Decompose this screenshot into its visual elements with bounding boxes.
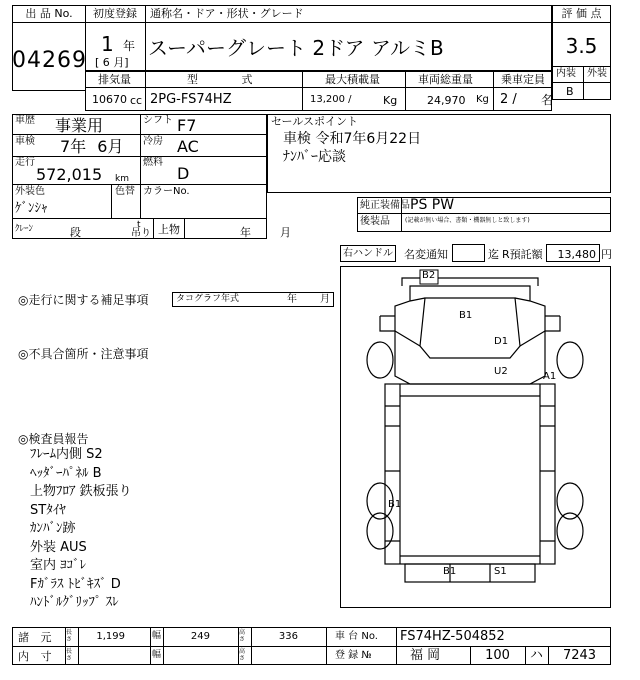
crane-t: t [137,220,141,230]
mileage-label: 走行 [15,157,35,168]
mark-a1: A1 [543,371,557,382]
recycle-label: R預託額 [502,248,543,261]
ac-value: AC [177,137,199,156]
len-label-2: 長さ [66,648,73,662]
crane-tsuri: 吊り [131,228,151,239]
genuine-value: PS PW [410,197,455,213]
driving-title: ◎走行に関する補足事項 [18,293,149,307]
reg-number: 7243 [562,648,597,663]
chassis-label: 車 台 No. [335,631,378,642]
len-label: 長さ [66,629,73,643]
exterior-label: 外装 [587,68,607,79]
history-label: 車歴 [15,115,35,126]
report-title: ◎検査員報告 [18,432,89,446]
height-label: 高さ [239,629,246,643]
width-value: 249 [190,631,210,642]
refund-label: 迄 [488,248,499,261]
tacho-year: 年 [287,294,297,305]
km-unit: km [115,174,129,184]
sales-label: セールスポイント [271,115,359,128]
chassis-value: FS74HZ-504852 [400,629,505,644]
first-reg-label: 初度登録 [93,7,137,20]
disp-label: 排気量 [98,73,131,86]
report-line: ﾍｯﾀﾞｰﾊﾟﾈﾙ B [30,465,102,481]
color-value: ｹﾞﾝｼｬ [15,201,48,216]
report-line: ﾌﾚｰﾑ内側 S2 [30,447,103,462]
mark-d1: D1 [494,336,509,347]
interior-label: 内装 [556,68,576,79]
lot-number: 04269 [12,48,87,73]
inspection-value: 7年 6月 [60,137,124,156]
upper-month: 月 [280,226,291,239]
reg-label: 登 録 № [335,650,372,661]
history-value: 事業用 [55,116,104,135]
mark-b1-side: B1 [388,499,402,510]
report-line: ﾊﾝﾄﾞﾙｸﾞﾘｯﾌﾟ ｽﾚ [30,595,119,610]
lot-label: 出 品 No. [25,7,73,20]
gross-label: 車両総重量 [418,73,473,86]
first-reg-month: [ 6 月] [95,56,129,69]
gross-unit: Kg [476,94,489,105]
reg-kana: ハ [529,648,543,663]
crane-dan: 段 [70,226,81,239]
tacho-label: タコグラフ年式 [176,294,240,304]
cc-unit: cc [130,94,143,107]
width-label: 幅 [152,631,162,641]
mark-u2: U2 [494,366,508,377]
model-label: 型 式 [187,73,253,86]
report-line: 室内 ﾖｺﾞﾚ [30,558,87,573]
name-change-box [452,244,485,262]
inner-label: 内 寸 [18,650,56,663]
shift-label: シフト [143,115,173,126]
sales-line1: 車検 令和7年6月22日 [283,131,422,147]
mileage-value: 572,015 [36,165,103,184]
report-line: 外装 AUS [30,539,87,555]
height-label-2: 高さ [239,648,246,662]
grade-value: 3.5 [565,34,598,58]
mark-s1: S1 [494,566,507,577]
reg-class: 100 [485,648,510,663]
inspection-label: 車検 [15,136,35,147]
defect-title: ◎不具合箇所・注意事項 [18,347,149,361]
report-line: Fｶﾞﾗｽ ﾄﾋﾞｷｽﾞ D [30,576,121,592]
displacement: 10670 [92,93,127,106]
tacho-month: 月 [320,294,330,305]
shift-value: F7 [177,116,197,135]
report-line: STﾀｲﾔ [30,502,66,518]
report-line: ｶﾝﾊﾞﾝ跡 [30,521,76,536]
fuel-value: D [177,164,190,183]
max-load: 13,200 / [310,94,352,105]
capacity-unit: 名 [541,93,554,107]
rhd-label: 右ハンドル [343,248,393,259]
vehicle-name: スーパーグレート 2ドア アルミB [148,36,444,60]
upper-year: 年 [240,226,251,239]
yen-unit: 円 [601,248,612,261]
upper-label: 上物 [158,223,180,236]
mark-b1-cab: B1 [459,310,473,321]
spec-label: 諸 元 [18,631,56,644]
colorno-label2: カラーNo. [143,186,190,197]
color-label: 外装色 [15,186,45,197]
load-label: 最大積載量 [325,73,380,86]
mark-b2: B2 [422,270,436,281]
year-unit: 年 [123,39,136,53]
length-value: 1,199 [96,631,125,642]
gross-weight: 24,970 [427,94,466,107]
mark-b1-rear: B1 [443,566,457,577]
genuine-label: 純正装備品 [360,200,410,211]
grade-label: 評 価 点 [561,7,602,20]
crane-label: ｸﾚｰﾝ [15,224,34,234]
report-line: 上物ﾌﾛｱ 鉄板張り [30,484,132,499]
truck-diagram [340,266,611,608]
colorno-label: 色替 [115,186,135,197]
aftermarket-note: (記載が無い場合、書類・機器無しと致します) [405,217,530,224]
name-change-label: 名変通知 [404,248,448,261]
first-reg-year: 1 [101,32,114,56]
height-value: 336 [278,631,298,642]
sales-line2: ﾅﾝﾊﾞｰ応談 [283,149,346,165]
interior-grade: B [566,85,574,98]
fuel-label: 燃料 [143,157,163,168]
ac-label: 冷房 [143,136,163,147]
recycle-value: 13,480 [557,248,596,261]
reg-area: 福 岡 [410,648,441,663]
capacity-value: 2 / [500,92,517,107]
capacity-label: 乗車定員 [501,73,545,86]
model-value: 2PG-FS74HZ [150,92,232,107]
width-label-2: 幅 [152,650,162,660]
aftermarket-label: 後装品 [360,216,390,227]
kg-unit: Kg [383,94,398,107]
name-label: 通称名・ドア・形状・グレード [150,7,304,20]
